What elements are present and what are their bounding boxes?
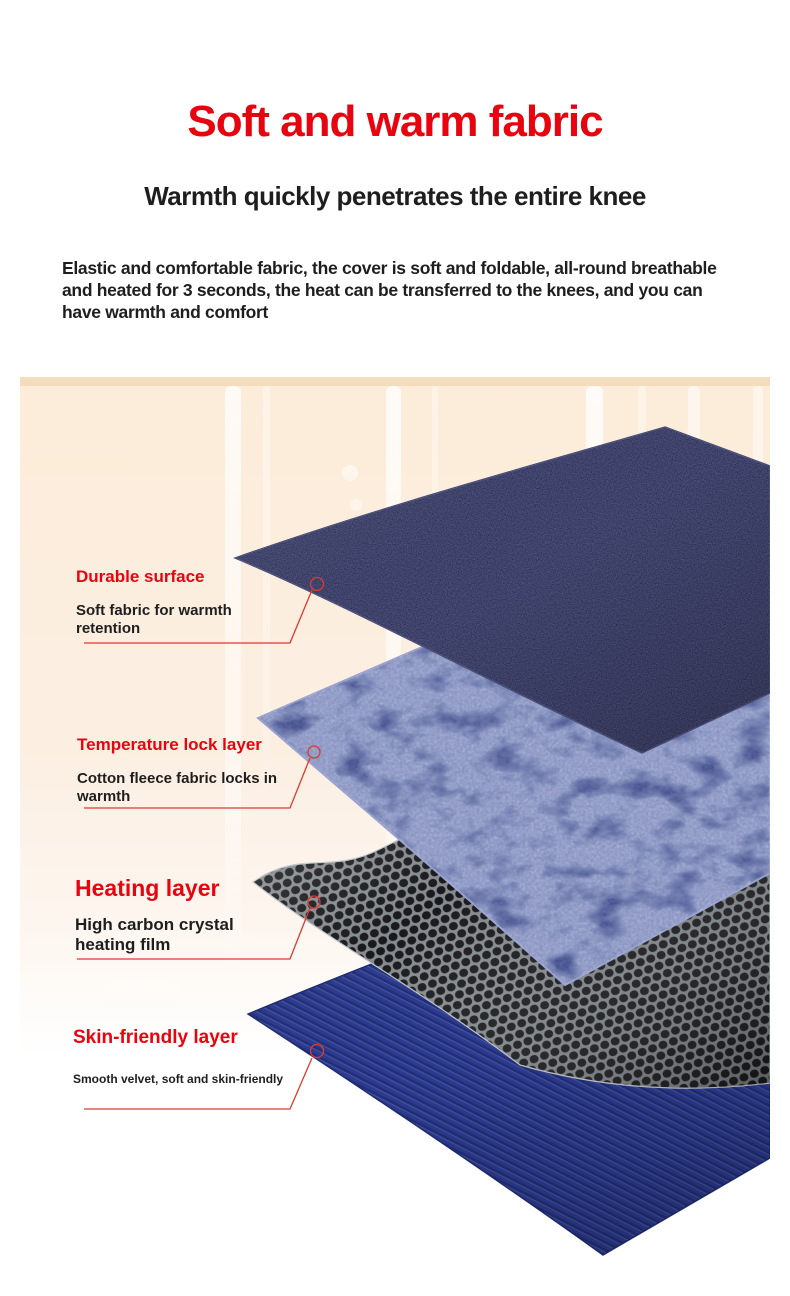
callout-label: Durable surface <box>76 567 205 586</box>
callout-label: Skin-friendly layer <box>73 1027 238 1048</box>
callout-text: High carbon crystal heating film <box>75 915 234 955</box>
fabric-layers-art <box>20 377 770 1296</box>
callout-text: Smooth velvet, soft and skin-friendly <box>73 1071 284 1086</box>
callout-label: Heating layer <box>75 875 220 901</box>
callout-label: Temperature lock layer <box>77 735 262 754</box>
callout-temperature-lock-layer <box>77 736 325 805</box>
callout-text: Cotton fleece fabric locks in warmth <box>77 769 278 805</box>
callout-durable-surface <box>76 568 281 637</box>
page-title: Soft and warm fabric <box>187 97 603 146</box>
panel-top-strip <box>20 377 770 386</box>
product-layers-illustration <box>20 377 770 1296</box>
callout-skin-friendly-layer <box>73 1028 283 1086</box>
callout-heating-layer <box>75 876 260 955</box>
subtitle: Warmth quickly penetrates the entire knee <box>144 181 646 211</box>
callout-text: Soft fabric for warmth retention <box>76 601 232 637</box>
description-paragraph: Elastic and comfortable fabric, the cover is soft and foldable, all-round breathable and heated for 3 seconds, the heat can be transferred to the knees, and you can have warmth and comfort <box>62 258 717 322</box>
